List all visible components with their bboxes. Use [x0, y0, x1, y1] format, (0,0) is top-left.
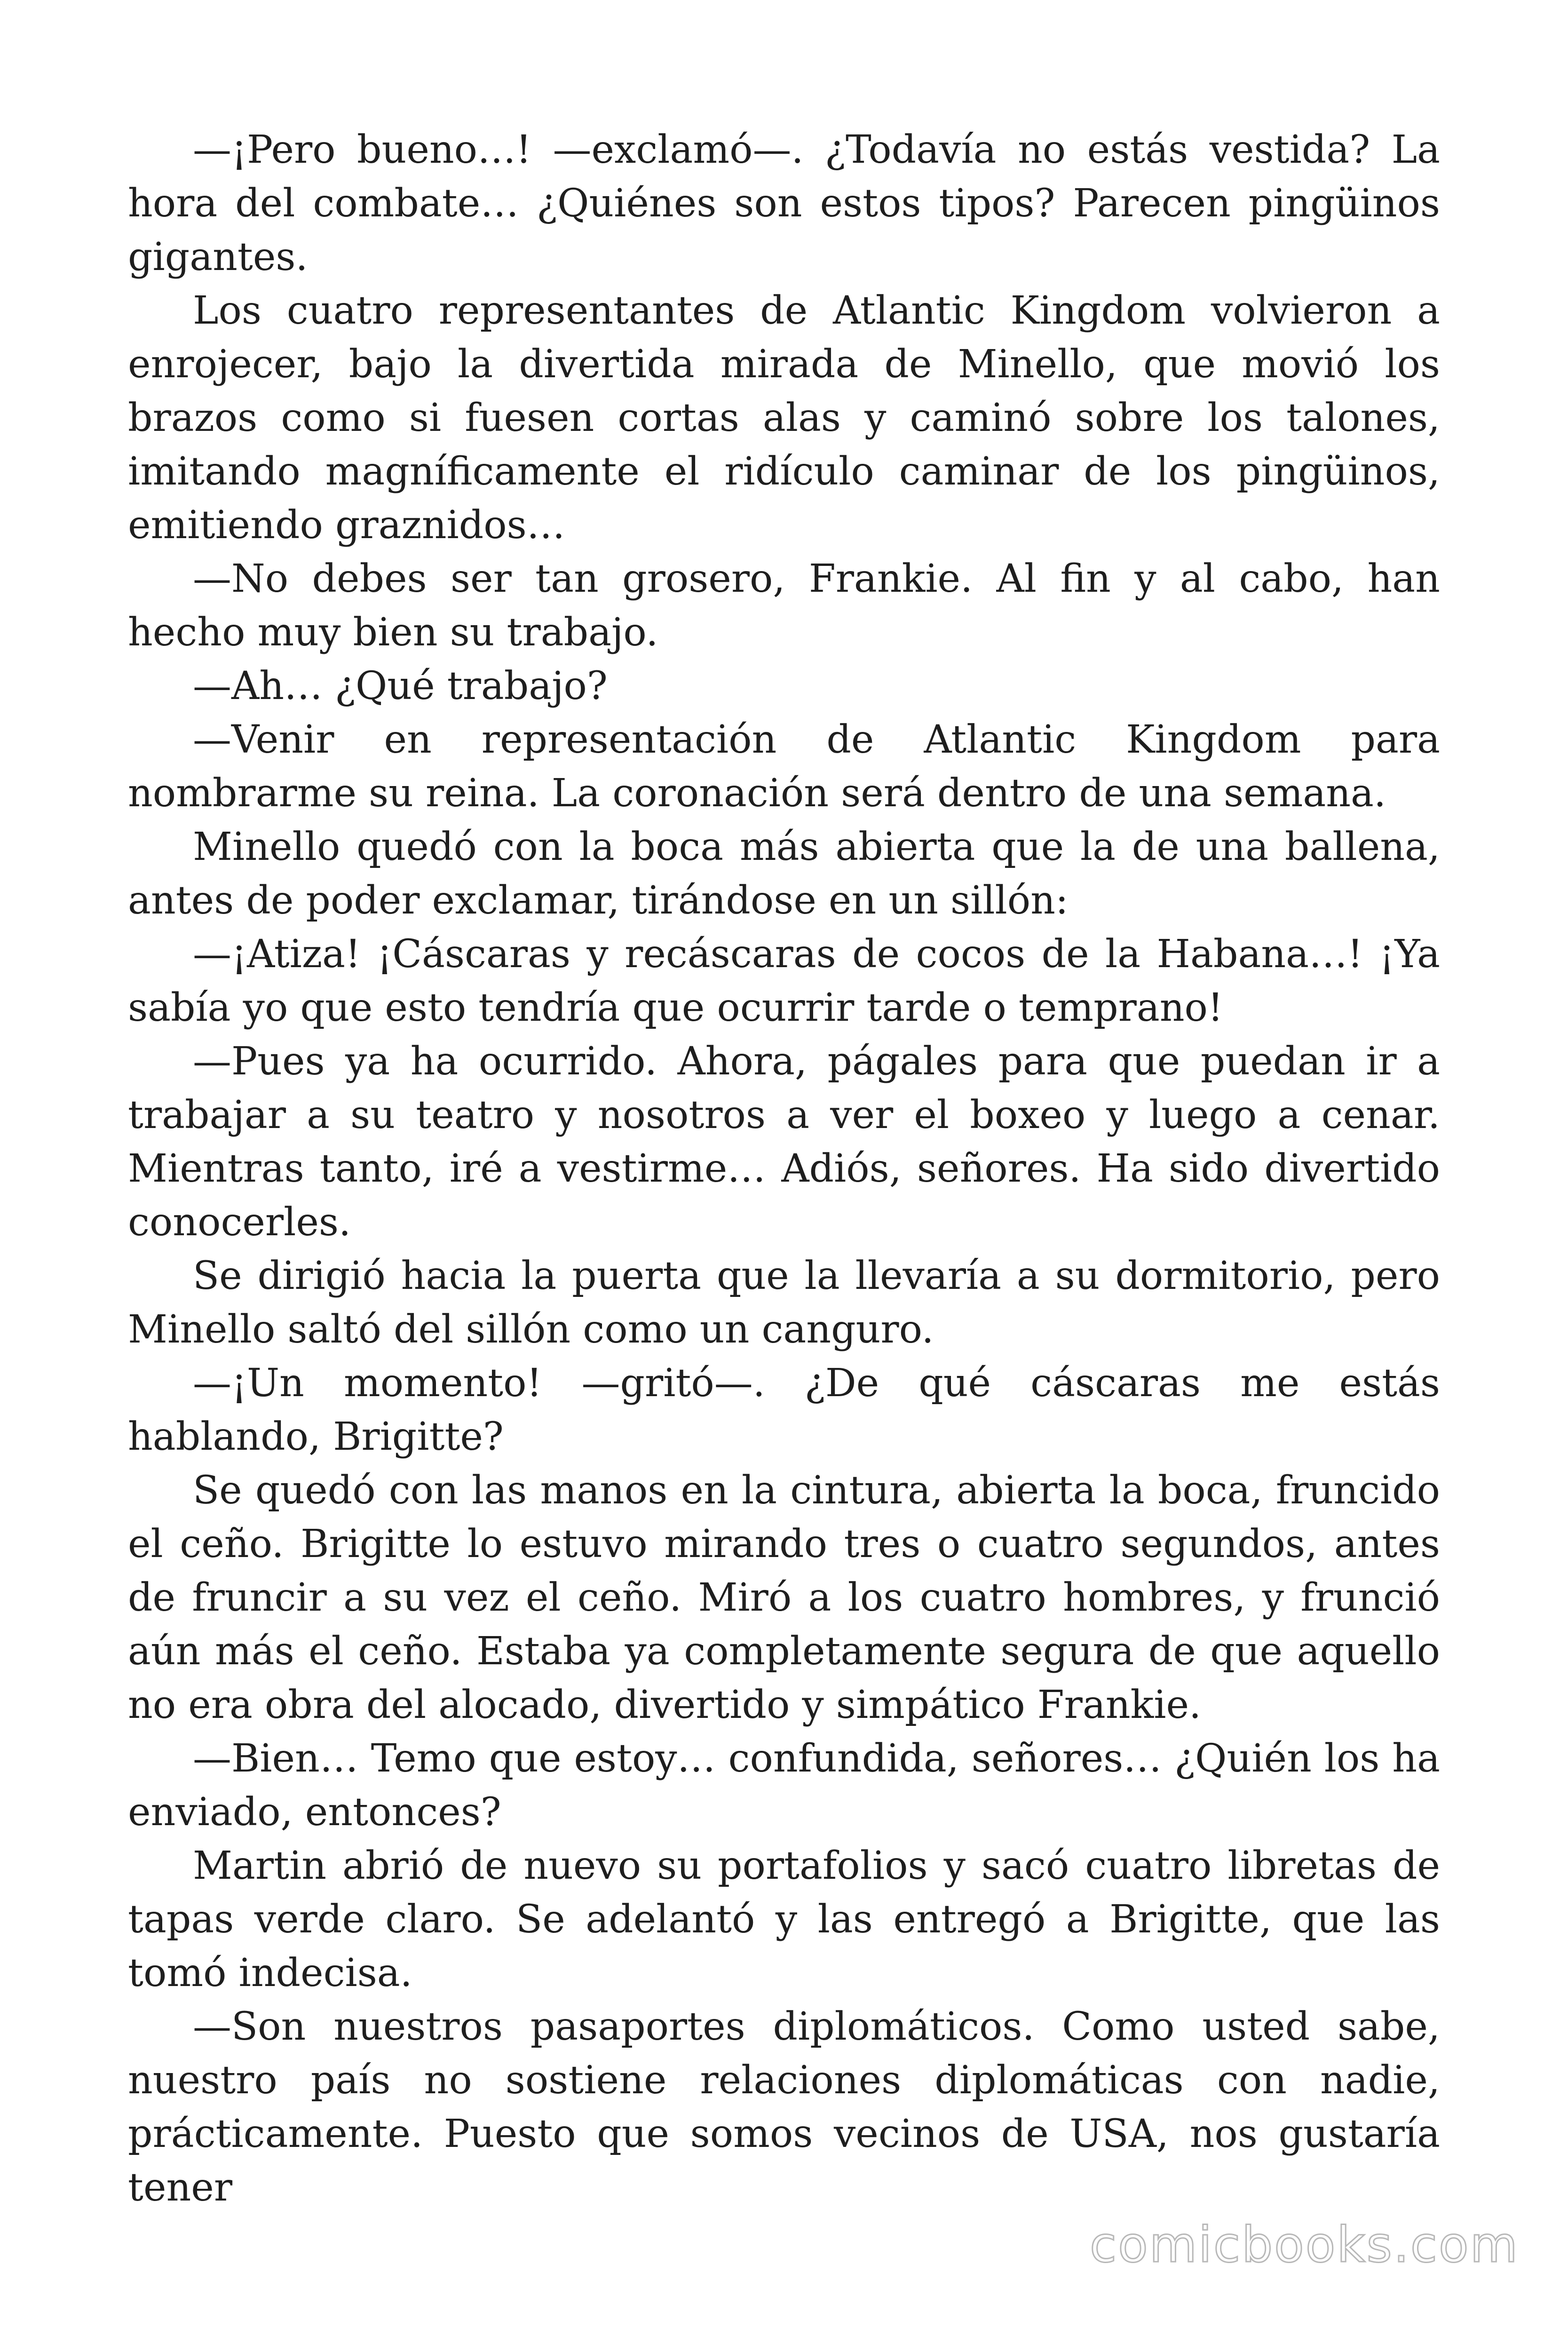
- watermark: comicbooks.com: [1089, 2216, 1519, 2273]
- paragraph: —Pues ya ha ocurrido. Ahora, págales para que puedan ir a trabajar a su teatro y nosotros a ver el boxeo y luego a cenar. Mientras tanto, iré a vestirme… Adiós, señores. Ha sido divertido conocerles.: [128, 1039, 1440, 1245]
- paragraph: —No debes ser tan grosero, Frankie. Al fin y al cabo, han hecho muy bien su trabajo.: [128, 556, 1440, 655]
- paragraph: —¡Atiza! ¡Cáscaras y recáscaras de cocos de la Habana…! ¡Ya sabía yo que esto tendría que ocurrir tarde o temprano!: [128, 932, 1440, 1030]
- paragraph: Se quedó con las manos en la cintura, abierta la boca, fruncido el ceño. Brigitte lo estuvo mirando tres o cuatro segundos, antes de fruncir a su vez el ceño. Miró a los cuatro hombres, y frunció aún más el ceño. Estaba ya completamente segura de que aquello no era obra del alocado, divertido y simpático Frankie.: [128, 1468, 1440, 1727]
- body-text: [128, 123, 1440, 2215]
- paragraph: —Ah… ¿Qué trabajo?: [193, 664, 608, 708]
- paragraph: Martin abrió de nuevo su portafolios y sacó cuatro libretas de tapas verde claro. Se adelantó y las entregó a Brigitte, que las tomó indecisa.: [128, 1843, 1440, 1995]
- paragraph: —¡Un momento! —gritó—. ¿De qué cáscaras me estás hablando, Brigitte?: [128, 1361, 1440, 1459]
- paragraph: —Son nuestros pasaportes diplomáticos. Como usted sabe, nuestro país no sostiene relaciones diplomáticas con nadie, prácticamente. Puesto que somos vecinos de USA, nos gustaría tener: [128, 2004, 1440, 2210]
- paragraph: Minello quedó con la boca más abierta que la de una ballena, antes de poder exclamar, tirándose en un sillón:: [128, 825, 1440, 923]
- paragraph: Se dirigió hacia la puerta que la llevaría a su dormitorio, pero Minello saltó del sillón como un canguro.: [128, 1254, 1440, 1352]
- paragraph: Los cuatro representantes de Atlantic Kingdom volvieron a enrojecer, bajo la divertida mirada de Minello, que movió los brazos como si fuesen cortas alas y caminó sobre los talones, imitando magníficamente el ridículo caminar de los pingüinos, emitiendo graznidos…: [128, 288, 1440, 548]
- paragraph: —¡Pero bueno…! —exclamó—. ¿Todavía no estás vestida? La hora del combate… ¿Quiénes son estos tipos? Parecen pingüinos gigantes.: [128, 127, 1440, 279]
- paragraph: —Bien… Temo que estoy… confundida, señores… ¿Quién los ha enviado, entonces?: [128, 1736, 1440, 1835]
- paragraph: —Venir en representación de Atlantic Kingdom para nombrarme su reina. La coronación será dentro de una semana.: [128, 717, 1440, 816]
